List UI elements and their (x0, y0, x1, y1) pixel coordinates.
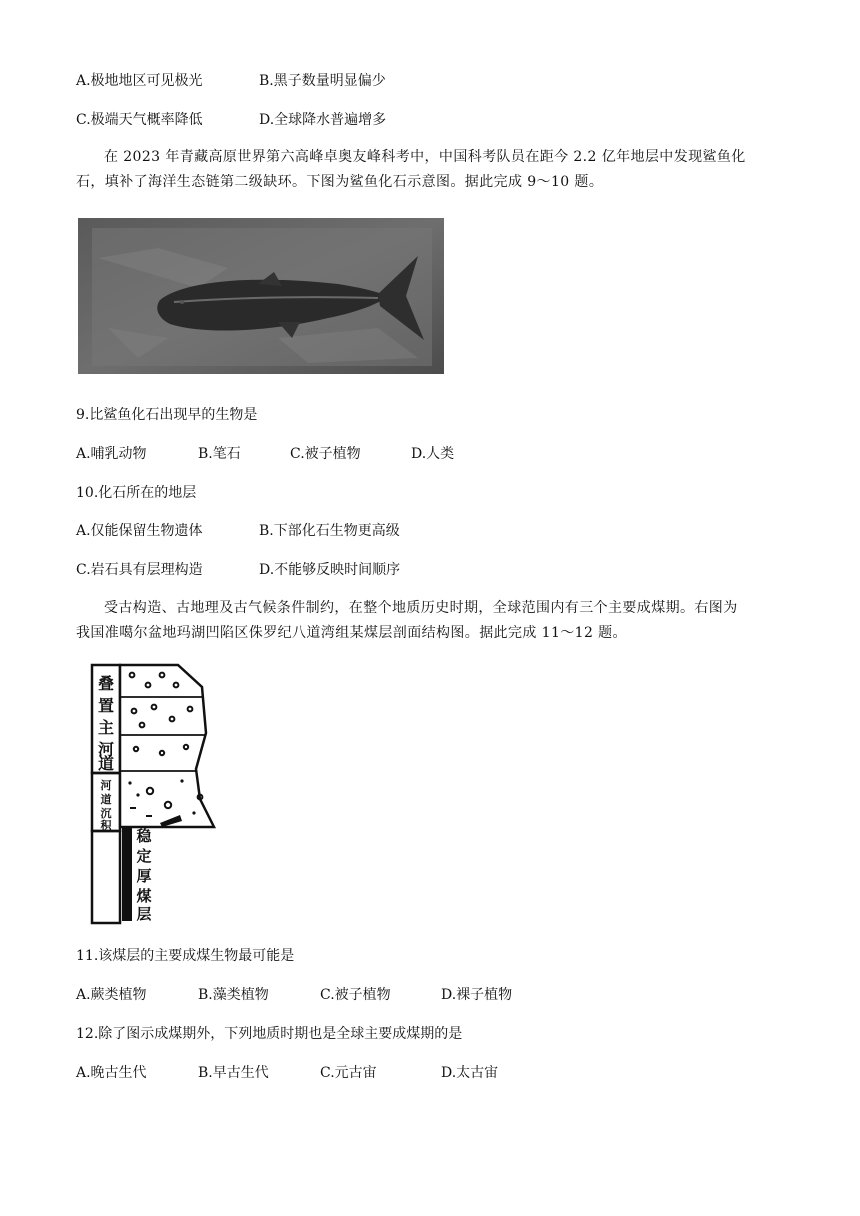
q9-option-b: B.笔石 (198, 446, 241, 462)
q10-option-b: B.下部化石生物更高级 (259, 523, 400, 539)
q10-option-a: A.仅能保留生物遗体 (76, 523, 203, 539)
q9-option-d: D.人类 (411, 446, 455, 462)
q11-option-d: D.裸子植物 (441, 987, 513, 1003)
label-channel-deposit-3: 沉 (100, 808, 112, 820)
passage-coal-periods (76, 596, 776, 646)
label-coal-3: 厚 (136, 869, 152, 885)
q9-option-c: C.被子植物 (290, 446, 361, 462)
label-stacked-channel-3: 主 (97, 720, 115, 737)
shark-fossil-image (78, 218, 444, 374)
q9-stem: 9.比鲨鱼化石出现早的生物是 (76, 407, 258, 423)
coal-seam-profile-figure (90, 663, 220, 925)
coal-seam-profile-drawing (90, 663, 220, 925)
q10-option-d: D.不能够反映时间顺序 (259, 562, 401, 578)
passage-shark-line-1: 在 2023 年青藏高原世界第六高峰卓奥友峰科考中，中国科考队员在距今 2.2 亿年地层中发现鲨鱼化 (104, 149, 746, 165)
q8-option-a: A.极地地区可见极光 (76, 73, 203, 89)
q11-option-c: C.被子植物 (320, 987, 391, 1003)
q11-stem: 11.该煤层的主要成煤生物最可能是 (76, 948, 295, 964)
passage-shark-fossil (76, 145, 776, 195)
shark-fossil-drawing (78, 218, 444, 374)
q10-option-c: C.岩石具有层理构造 (76, 562, 203, 578)
q11-option-b: B.藻类植物 (198, 987, 269, 1003)
label-stacked-channel-4: 河 (97, 742, 115, 759)
q12-option-d: D.太古宙 (441, 1065, 499, 1081)
label-coal-5: 层 (136, 907, 152, 923)
q12-option-c: C.元古宙 (320, 1065, 377, 1081)
label-coal-2: 定 (136, 849, 152, 865)
q8-option-c: C.极端天气概率降低 (76, 112, 203, 128)
label-stacked-channel-2: 置 (97, 698, 115, 715)
passage-shark-line-2: 石，填补了海洋生态链第二级缺环。下图为鲨鱼化石示意图。据此完成 9～10 题。 (76, 174, 604, 190)
label-channel-deposit-4: 积 (100, 820, 112, 832)
label-coal-1: 稳 (136, 829, 152, 845)
q10-stem: 10.化石所在的地层 (76, 485, 197, 501)
passage-coal-line-2: 我国准噶尔盆地玛湖凹陷区侏罗纪八道湾组某煤层剖面结构图。据此完成 11～12 题。 (76, 625, 627, 641)
q8-option-d: D.全球降水普遍增多 (259, 112, 387, 128)
q9-option-a: A.哺乳动物 (76, 446, 147, 462)
q12-option-a: A.晚古生代 (76, 1065, 147, 1081)
label-coal-4: 煤 (136, 889, 152, 905)
q11-option-a: A.蕨类植物 (76, 987, 147, 1003)
label-channel-deposit-2: 道 (100, 794, 112, 806)
q12-option-b: B.早古生代 (198, 1065, 269, 1081)
passage-coal-line-1: 受古构造、古地理及古气候条件制约，在整个地质历史时期，全球范围内有三个主要成煤期。右图为 (104, 600, 738, 616)
label-stacked-channel-1: 叠 (97, 676, 115, 693)
label-channel-deposit-1: 河 (100, 780, 112, 792)
q8-option-b: B.黑子数量明显偏少 (259, 73, 386, 89)
q12-stem: 12.除了图示成煤期外，下列地质时期也是全球主要成煤期的是 (76, 1026, 463, 1042)
label-stacked-channel-5: 道 (97, 756, 115, 773)
